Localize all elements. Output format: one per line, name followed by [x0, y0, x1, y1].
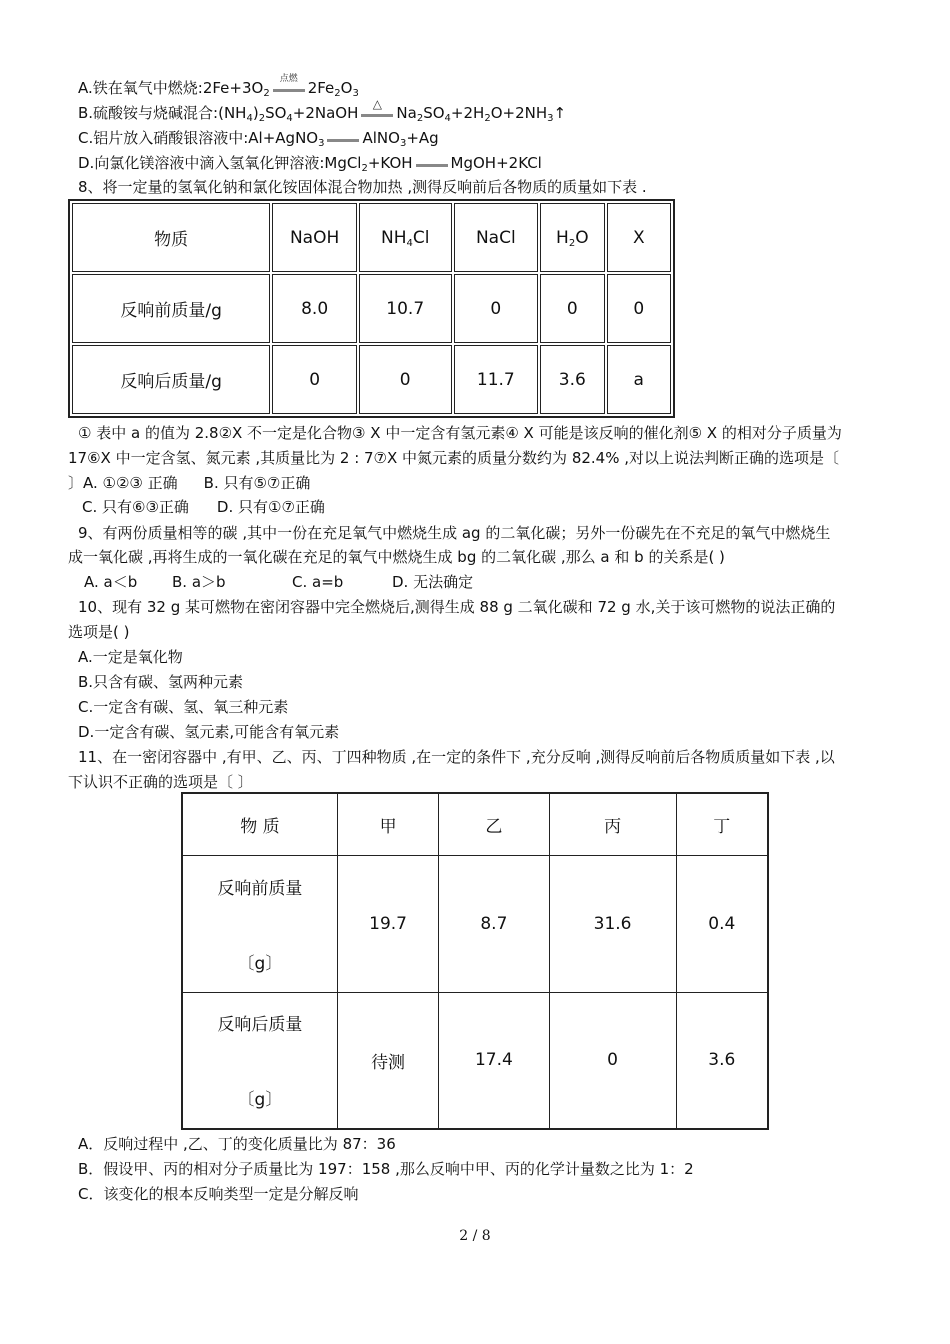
table-row — [182, 855, 768, 992]
table-header: 丙 — [549, 793, 676, 855]
table-cell: 待测 — [337, 992, 438, 1129]
q10-option-b: B.只含有碳、氢两种元素 — [78, 673, 244, 691]
q9-option-b: B. a＞b — [172, 573, 226, 591]
reaction-arrow: △ — [359, 103, 395, 123]
q11-option-b: B．假设甲、丙的相对分子质量比为 197：158 ,那么反响中甲、丙的化学计量数之比为 1：2 — [78, 1160, 694, 1178]
table-cell: 3.6 — [540, 345, 604, 414]
q10-stem-line1: 10、现有 32 g 某可燃物在密闭容器中完全燃烧后,测得生成 88 g 二氧化碳和 72 g 水,关于该可燃物的说法正确的 — [78, 598, 836, 616]
table-cell: 0 — [540, 274, 604, 343]
table-cell: 反响后质量 〔g〕 — [182, 992, 337, 1129]
table-row — [182, 992, 768, 1129]
table-cell: 17.4 — [439, 992, 549, 1129]
q7-option-b: B.硫酸铵与烧碱混合$:(NH_4)_2SO_4+2NaOH$ △ $Na_2SO_4+2H_2O+2NH_3↑$ — [78, 97, 567, 124]
table-cell: a — [607, 345, 671, 414]
q9-stem-line1: 9、有两份质量相等的碳 ,其中一份在充足氧气中燃烧生成 ag 的二氧化碳；另外一份碳先在不充足的氧气中燃烧生 — [78, 524, 831, 542]
table-cell: 31.6 — [549, 855, 676, 992]
table-cell: 10.7 — [359, 274, 452, 343]
q8-option-a: 〕A. ①②③ 正确 — [68, 474, 178, 492]
table-cell: 0 — [359, 345, 452, 414]
table-cell: 0 — [549, 992, 676, 1129]
table-cell: 0.4 — [676, 855, 768, 992]
q10-option-a: A.一定是氧化物 — [78, 648, 183, 666]
q9-option-d: D. 无法确定 — [392, 573, 474, 591]
q8-option-d: D. 只有①⑦正确 — [216, 498, 325, 516]
table-cell: 反响前质量/g — [72, 274, 270, 343]
q11-option-c: C．该变化的根本反响类型一定是分解反响 — [78, 1185, 359, 1203]
table-cell: 3.6 — [676, 992, 768, 1129]
table-header: X — [607, 203, 671, 272]
q11-table — [181, 792, 769, 1130]
table-header: 物质 — [72, 203, 270, 272]
table-cell: 0 — [272, 345, 357, 414]
table-cell: 0 — [454, 274, 539, 343]
q9-stem-line2: 成一氧化碳 ,再将生成的一氧化碳在充足的氧气中燃烧生成 bg 的二氧化碳 ,那么 a 和 b 的关系是( ) — [68, 548, 725, 566]
q11-option-a: A．反响过程中 ,乙、丁的变化质量比为 87：36 — [78, 1135, 396, 1153]
q7-option-c: C.铝片放入硝酸银溶液中:Al+AgNO$_3$ AlNO$_3$+Ag — [78, 129, 439, 149]
table-header: 甲 — [337, 793, 438, 855]
q8-table — [68, 199, 675, 418]
table-header: 乙 — [439, 793, 549, 855]
q7-option-a: A.铁在氧气中燃烧$:2Fe+3O_2$ 点燃 $2Fe_2O_3$ — [78, 74, 359, 99]
q10-option-d: D.一定含有碳、氢元素,可能含有氧元素 — [78, 723, 340, 741]
reaction-arrow — [325, 128, 361, 148]
table-cell: 反响前质量 〔g〕 — [182, 855, 337, 992]
reaction-arrow — [414, 153, 450, 173]
q8-options-line1 — [68, 473, 310, 493]
page-number: 2 / 8 — [459, 1228, 491, 1244]
q8-stem: 8、将一定量的氢氧化钠和氯化铵固体混合物加热 ,测得反响前后各物质的质量如下表 . — [78, 178, 647, 196]
q9-option-a: A. a＜b — [84, 573, 138, 591]
q8-options-line2 — [82, 497, 325, 517]
table-cell: 反响后质量/g — [72, 345, 270, 414]
table-row — [72, 274, 671, 343]
table-header: NaCl — [454, 203, 539, 272]
q8-option-b: B. 只有⑤⑦正确 — [203, 474, 311, 492]
q8-statements-line2: 17⑥X 中一定含氢、氮元素 ,其质量比为 2 : 7⑦X 中氮元素的质量分数约为 82.4% ,对以上说法判断正确的选项是〔 — [68, 449, 840, 467]
q9-options — [84, 572, 473, 592]
table-header: NaOH — [272, 203, 357, 272]
q9-option-c: C. a=b — [292, 573, 344, 591]
table-header: $H_2O$ — [540, 203, 604, 272]
table-header: $NH_4Cl$ — [359, 203, 452, 272]
q10-stem-line2: 选项是( ) — [68, 623, 130, 641]
table-row — [72, 203, 671, 272]
table-cell: 19.7 — [337, 855, 438, 992]
table-cell: 11.7 — [454, 345, 539, 414]
table-cell: 8.7 — [439, 855, 549, 992]
q8-option-c: C. 只有⑥③正确 — [82, 498, 189, 516]
q11-stem-line1: 11、在一密闭容器中 ,有甲、乙、丙、丁四种物质 ,在一定的条件下 ,充分反响 ,测得反响前后各物质质量如下表 ,以 — [78, 748, 835, 766]
table-cell: 8.0 — [272, 274, 357, 343]
reaction-arrow: 点燃 — [271, 78, 307, 98]
table-row — [182, 793, 768, 855]
q7-option-d: D.向氯化镁溶液中滴入氢氧化钾溶液:MgCl$_2$+KOH MgOH+2KCl — [78, 154, 542, 174]
table-header: 物 质 — [182, 793, 337, 855]
table-row — [72, 345, 671, 414]
table-cell: 0 — [607, 274, 671, 343]
q10-option-c: C.一定含有碳、氢、氧三种元素 — [78, 698, 289, 716]
q11-stem-line2: 下认识不正确的选项是〔 〕 — [68, 773, 253, 791]
table-header: 丁 — [676, 793, 768, 855]
q8-statements-line1: ① 表中 a 的值为 2.8②X 不一定是化合物③ X 中一定含有氢元素④ X 可能是该反响的催化剂⑤ X 的相对分子质量为 — [78, 424, 842, 442]
